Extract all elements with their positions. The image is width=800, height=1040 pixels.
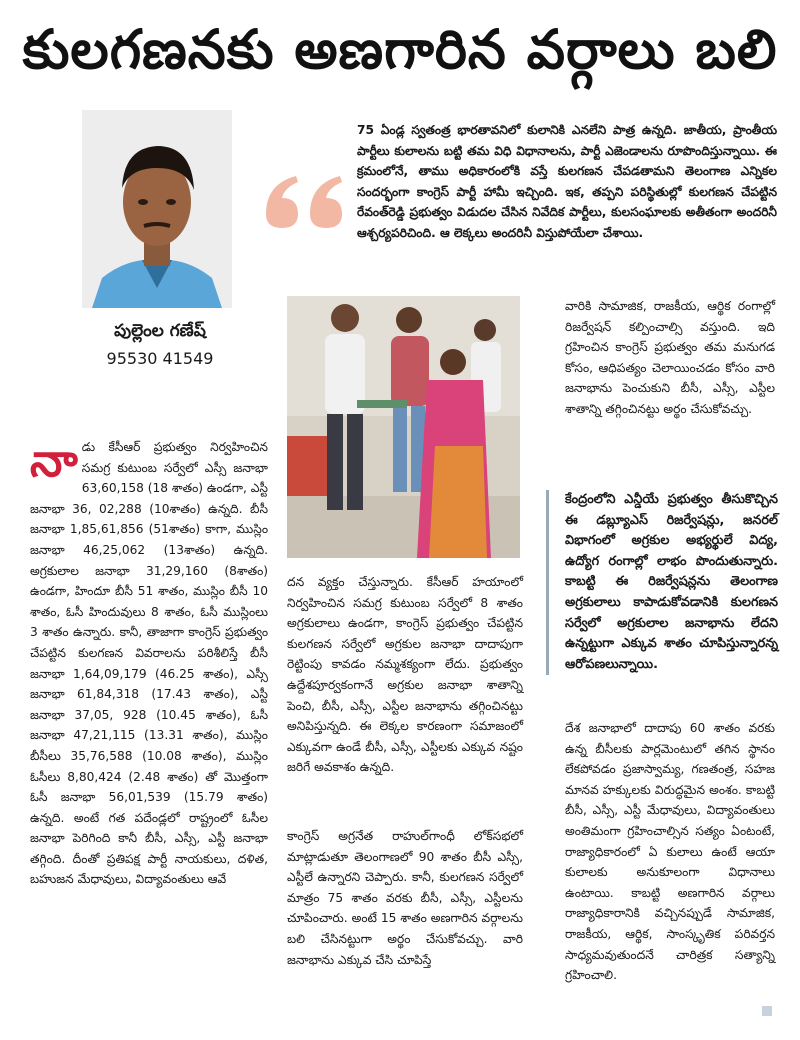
headline: కులగణనకు అణగారిన వర్గాలు బలి (22, 18, 778, 81)
body-column-2-continued: కాంగ్రెస్ అగ్రనేత రాహుల్‌గాంధీ లోక్‌సభలో మాట్లాడుతూ తెలంగాణలో 90 శాతం బీసీ ఎస్సీ, ఎస్టీలే ఉన్నారని చెప్పారు. కానీ, కులగణన సర్వేలో మాత్రం 75 శాతం వరకు బీసీ, ఎస్సీ, ఎస్టీలను చూపించారు. అంటే 15 శాతం అణగారిన వర్గాలను బలి చేసినట్టుగా అర్థం చేసుకోవచ్చు. వారి జనాభాను ఎక్కువ చేసి చూపిస్తే (287, 829, 523, 967)
body-column-3: వారికి సామాజిక, రాజకీయ, ఆర్థిక రంగాల్లో రిజర్వేషన్ కల్పించాల్సి వస్తుంది. ఇది గ్రహించిన కాంగ్రెస్ ప్రభుత్వం తమ మనుగడ కోసం, ఆధిపత్యం చెలాయించడం కోసం వారి జనాభాను పెంచుకుని బీసీ, ఎస్సీ, ఎస్టీల శాతాన్ని తగ్గించినట్టు అర్థం చేసుకోవచ్చు. (565, 299, 775, 416)
body-column-2: దన వ్యక్తం చేస్తున్నారు. కేసీఆర్ హయాంలో నిర్వహించిన సమగ్ర కుటుంబ సర్వేలో 8 శాతం అగ్రకులాలు ఉండగా, కాంగ్రెస్ ప్రభుత్వం చేపట్టిన కులగణన సర్వేలో అగ్రకుల జనాభా దాదాపుగా రెట్టింపు కావడం నమ్మశక్యంగా లేదు. ప్రభుత్వం ఉద్దేశపూర్వకంగానే అగ్రకుల జనాభా శాతాన్ని పెంచి, బీసీ, ఎస్సీ, ఎస్టీల జనాభాను తగ్గించినట్టు అనిపిస్తున్నది. ఈ లెక్కల కారణంగా సమాజంలో ఎక్కువగా ఉండే బీసీ, ఎస్సీ, ఎస్టీలకు ఎక్కువ నష్టం జరిగే అవకాశం ఉన్నది. (287, 575, 523, 775)
intro-paragraph: 75 ఏండ్ల స్వతంత్ర భారతావనిలో కులానికి ఎనలేని పాత్ర ఉన్నది. జాతీయ, ప్రాంతీయ పార్టీలు కులాలను బట్టి తమ విధి విధానాలను, పార్టీ ఎజెండాలను రూపొందిస్తున్నాయి. ఈ క్రమంలోనే, తాము అధికారంలోకి వస్తే కులగణన చేపడతామని తెలంగాణ ఎన్నికల సందర్భంగా కాంగ్రెస్ పార్టీ హామీ ఇచ్చింది. ఇక, తప్పని పరిస్థితుల్లో కులగణన చేపట్టిన రేవంత్‌రెడ్డి ప్రభుత్వం విడుదల చేసిన నివేదిక పార్టీలు, కులసంఘాలకు అతీతంగా అందరినీ ఆశ్చర్యపరిచింది. ఆ లెక్కలు అందరినీ విస్తుపోయేలా చేశాయి. (357, 123, 777, 240)
column-1-text: డు కేసీఆర్ ప్రభుత్వం నిర్వహించిన సమగ్ర కుటుంబ సర్వేలో ఎస్సీ జనాభా 63,60,158 (18 శాతం) ఉండగా, ఎస్టీ జనాభా 36, 02,288 (10శాతం) ఉన్నది. బీసీ జనాభా 1,85,61,856 (51శాతం) కాగా, ముస్లిం జనాభా 46,25,062 (13శాతం) ఉన్నది. అగ్రకులాల జనాభా 31,29,160 (8శాతం) ఉండగా, హిందూ బీసీ 51 శాతం, ముస్లిం బీసీ 10 శాతం, ఓసీ హిందువులు 8 శాతం, ఓసీ ముస్లింలు 3 శాతం ఉన్నారు. కానీ, తాజాగా కాంగ్రెస్ ప్రభుత్వం చేపట్టిన కులగణన వివరాలను పరిశీలిస్తే బీసీ జనాభా 1,64,09,179 (46.25 శాతం), ఎస్సీ జనాభా 61,84,318 (17.43 శాతం), ఎస్టీ జనాభా 37,05, 928 (10.45 శాతం), ఓసీ జనాభా 47,21,115 (13.31 శాతం), ముస్లిం బీసీలు 35,76,588 (10.08 శాతం), ముస్లిం ఓసీలు 8,80,424 (2.48 శాతం) తో మొత్తంగా ఓసీ జనాభా 56,01,539 (15.79 శాతం) ఉన్నది. అంటే గత పదేండ్లలో రాష్ట్రంలో ఓసీల జనాభా పెరిగింది కానీ బీసీ, ఎస్సీ, ఎస్టీ జనాభా తగ్గింది. దీంతో ప్రతిపక్ష పార్టీ నాయకులు, దళిత, బహుజన మేధావులు, విద్యావంతులు ఆవే (30, 440, 268, 887)
author-name: పుల్లెంల గణేష్ (114, 321, 206, 341)
author-phone: 95530 41549 (106, 349, 214, 368)
quote-icon (262, 170, 352, 230)
end-mark-icon (762, 1006, 772, 1016)
author-photo (82, 110, 232, 308)
pull-quote: కేంద్రంలోని ఎన్డీయే ప్రభుత్వం తీసుకొచ్చిన ఈ డబ్ల్యూఎస్ రిజర్వేషన్లు, జనరల్ విభాగంలో అగ్రకుల అభ్యర్థులే విద్య, ఉద్యోగ రంగాల్లో లాభం పొందుతున్నారు. కాబట్టి ఈ రిజర్వేషన్లను తెలంగాణ అగ్రకులాలు కాపాడుకోవడానికి కులగణన సర్వేలో అగ్రకులాల జనాభాను లేదని ఉన్నట్టుగా ఎక్కువ శాతం చూపిస్తున్నారన్న ఆరోపణలున్నాయి. (546, 490, 778, 675)
drop-cap: నా (30, 433, 78, 487)
body-column-3-continued: దేశ జనాభాలో దాదాపు 60 శాతం వరకు ఉన్న బీసీలకు పార్లమెంటులో తగిన స్థానం లేకపోవడం ప్రజాస్వామ్య, గణతంత్ర, సహజ మానవ హక్కులకు విరుద్ధమైన అంశం. కాబట్టి బీసీ, ఎస్సీ, ఎస్టీ మేధావులు, విద్యావంతులు అంతిమంగా గ్రహించాల్సిన సత్యం ఏంటంటే, రాజ్యాధికారంలో ఏ కులాలు ఉంటే ఆయా కులాలకు అనుకూలంగా విధానాలు ఉంటాయి. కాబట్టి అణగారిన వర్గాలు రాజ్యాధికారానికి వచ్చినప్పుడే సామాజిక, రాజకీయ, ఆర్థిక, సాంస్కృతిక పరివర్తన సాధ్యమవుతుందనే చారిత్రక సత్యాన్ని గ్రహించాలి. (565, 721, 775, 983)
field-survey-photo (287, 296, 520, 558)
body-column-1 (30, 433, 268, 890)
